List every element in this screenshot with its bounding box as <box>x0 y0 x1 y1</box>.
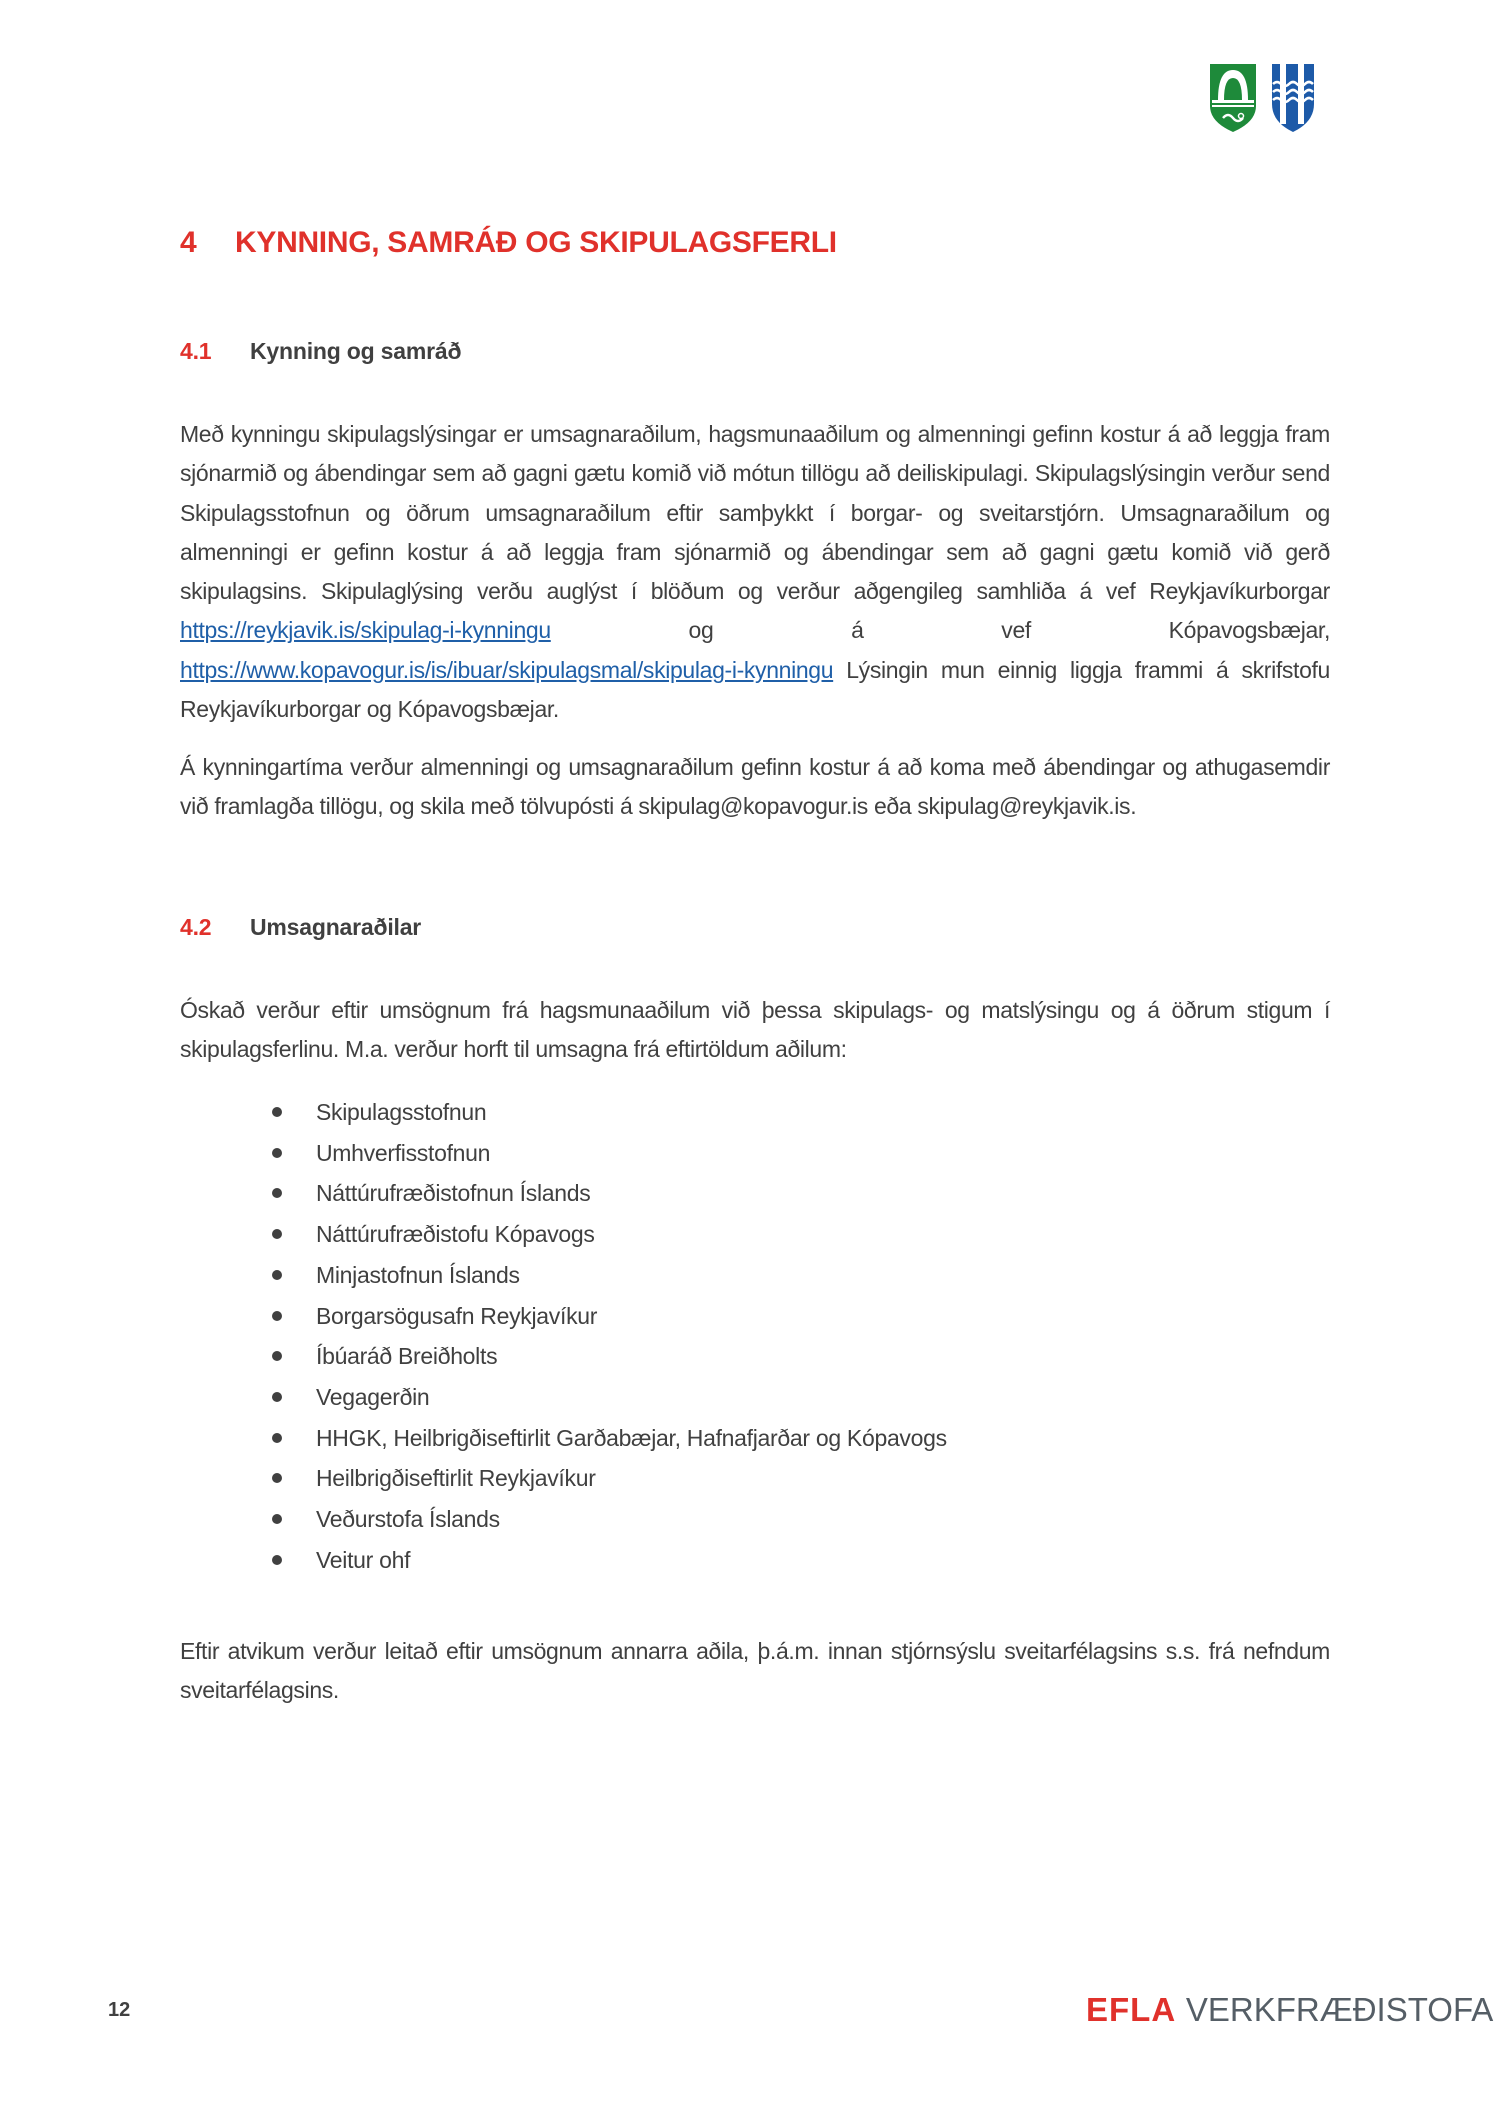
list-item: Íbúaráð Breiðholts <box>272 1336 947 1377</box>
umsagnaradilar-list <box>272 1092 947 1580</box>
bullet-icon <box>272 1555 282 1565</box>
list-item: Vegagerðin <box>272 1377 947 1418</box>
chapter-title: KYNNING, SAMRÁÐ OG SKIPULAGSFERLI <box>235 226 837 259</box>
bullet-icon <box>272 1229 282 1239</box>
list-item: Náttúrufræðistofnun Íslands <box>272 1173 947 1214</box>
section-title: Kynning og samráð <box>250 338 462 364</box>
chapter-number: 4 <box>180 226 197 259</box>
bullet-icon <box>272 1433 282 1443</box>
efla-brand: EFLA <box>1086 1991 1177 2028</box>
link-reykjavik-skipulag[interactable]: https://reykjavik.is/skipulag-i-kynningu <box>180 617 551 644</box>
bullet-icon <box>272 1311 282 1321</box>
list-item: Náttúrufræðistofu Kópavogs <box>272 1214 947 1255</box>
section-heading-4-1 <box>180 338 461 365</box>
bullet-icon <box>272 1107 282 1117</box>
reykjavik-coat-of-arms-icon <box>1270 62 1316 134</box>
header-logos <box>1208 62 1320 134</box>
paragraph-text: Með kynningu skipulagslýsingar er umsagnaraðilum, hagsmunaaðilum og almenningi gefinn kostur á að leggja fram sjónarmið og ábendingar sem að gagni gætu komið við mótun tillögu að deiliskipulagi. Skipulagslýsingin verður send Skipulagsstofnun og öðrum umsagnaraðilum eftir samþykkt í borgar- og sveitarstjórn. Umsagnaraðilum og almenningi er gefinn kostur á að leggja fram sjónarmið og ábendingar sem að gagni gætu komið við gerð skipulagsins. Skipulaglýsing verðu auglýst í blöðum og verður aðgengileg samhliða á vef Reykjavíkurborgar <box>180 421 1330 605</box>
section-heading-4-2 <box>180 914 421 941</box>
chapter-heading <box>180 226 837 260</box>
bullet-icon <box>272 1473 282 1483</box>
list-item: Borgarsögusafn Reykjavíkur <box>272 1296 947 1337</box>
efla-brand-sub: VERKFRÆÐISTOFA <box>1185 1991 1494 2028</box>
bullet-icon <box>272 1392 282 1402</box>
list-item: Heilbrigðiseftirlit Reykjavíkur <box>272 1458 947 1499</box>
list-item: HHGK, Heilbrigðiseftirlit Garðabæjar, Hafnafjarðar og Kópavogs <box>272 1418 947 1459</box>
paragraph-intro-kynning <box>180 415 1330 729</box>
paragraph-text: og á vef Kópavogsbæjar, <box>550 617 1330 644</box>
bullet-icon <box>272 1188 282 1198</box>
bullet-icon <box>272 1270 282 1280</box>
kopavogur-coat-of-arms-icon <box>1208 62 1258 134</box>
bullet-icon <box>272 1514 282 1524</box>
list-item: Minjastofnun Íslands <box>272 1255 947 1296</box>
page-number: 12 <box>108 1999 131 2021</box>
paragraph-umsagnaradilar-intro: Óskað verður eftir umsögnum frá hagsmunaaðilum við þessa skipulags- og matslýsingu og á öðrum stigum í skipulagsferlinu. M.a. verður horft til umsagna frá eftirtöldum aðilum: <box>180 997 1330 1063</box>
section-number: 4.1 <box>180 338 212 364</box>
efla-logo <box>1086 1991 1493 2029</box>
paragraph-kynningartimi: Á kynningartíma verður almenningi og umsagnaraðilum gefinn kostur á að koma með ábendingar og athugasemdir við framlagða tillögu, og skila með tölvupósti á skipulag@kopavogur.is eða skipulag@reykjavik.is. <box>180 754 1330 820</box>
paragraph-text: Lýsingin mun einnig liggja frammi á skrifstofu Reykjavíkurborgar og Kópavogsbæjar. <box>180 656 1330 723</box>
list-item: Skipulagsstofnun <box>272 1092 947 1133</box>
bullet-icon <box>272 1148 282 1158</box>
link-kopavogur-skipulag[interactable]: https://www.kopavogur.is/is/ibuar/skipulagsmal/skipulag-i-kynningu <box>180 656 834 683</box>
list-item: Veðurstofa Íslands <box>272 1499 947 1540</box>
list-item: Veitur ohf <box>272 1540 947 1581</box>
paragraph-closing: Eftir atvikum verður leitað eftir umsögnum annarra aðila, þ.á.m. innan stjórnsýslu sveitarfélagsins s.s. frá nefndum sveitarfélagsins. <box>180 1638 1330 1704</box>
list-item: Umhverfisstofnun <box>272 1133 947 1174</box>
section-number: 4.2 <box>180 914 212 940</box>
section-title: Umsagnaraðilar <box>250 914 422 940</box>
bullet-icon <box>272 1351 282 1361</box>
